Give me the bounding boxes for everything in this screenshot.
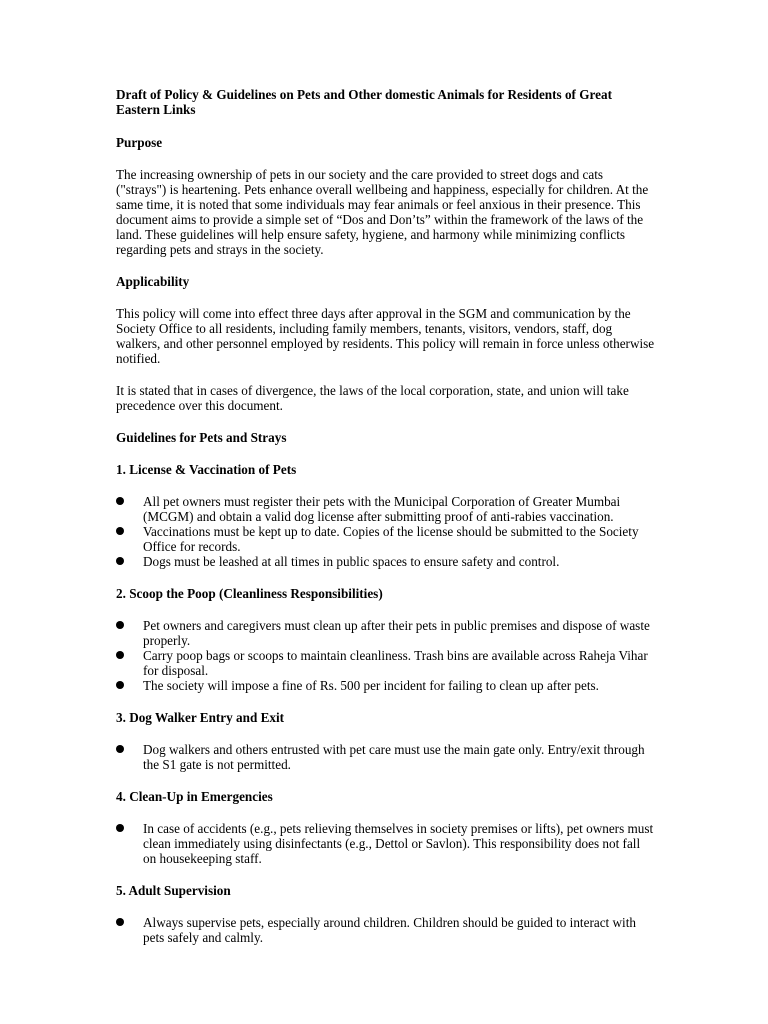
section-heading-dog-walker: 3. Dog Walker Entry and Exit xyxy=(116,710,285,725)
section-list-supervision xyxy=(116,915,656,945)
section-list-license xyxy=(116,494,656,569)
bullet-icon xyxy=(116,824,124,832)
list-item-text: Carry poop bags or scoops to maintain cleanliness. Trash bins are available across Raheja Vihar for disposal. xyxy=(143,648,648,678)
purpose-text: The increasing ownership of pets in our society and the care provided to street dogs and cats ("strays") is heartening. Pets enhance overall wellbeing and happiness, especially for children. At the same time, it is noted that some individuals may fear animals or feel anxious in their presence. This document aims to provide a simple set of “Dos and Don’ts” within the framework of the laws of the land. These guidelines will help ensure safety, hygiene, and harmony while minimizing conflicts regarding pets and strays in the society. xyxy=(116,167,649,257)
list-item-text: Always supervise pets, especially around children. Children should be guided to interact with pets safely and calmly. xyxy=(143,915,636,945)
list-item-text: Pet owners and caregivers must clean up after their pets in public premises and dispose of waste properly. xyxy=(143,618,650,648)
bullet-icon xyxy=(116,681,124,689)
list-item xyxy=(116,524,656,554)
list-item xyxy=(116,742,656,772)
list-item xyxy=(116,554,656,569)
bullet-icon xyxy=(116,621,124,629)
section-list-dog-walker xyxy=(116,742,656,772)
list-item-text: Dogs must be leashed at all times in public spaces to ensure safety and control. xyxy=(143,554,560,569)
list-item xyxy=(116,494,656,524)
section-list-scoop xyxy=(116,618,656,693)
document-title: Draft of Policy & Guidelines on Pets and Other domestic Animals for Residents of Great Eastern Links xyxy=(116,87,612,117)
section-heading-supervision: 5. Adult Supervision xyxy=(116,883,231,898)
list-item xyxy=(116,821,656,866)
list-item xyxy=(116,915,656,945)
list-item-text: In case of accidents (e.g., pets relieving themselves in society premises or lifts), pet owners must clean immediately using disinfectants (e.g., Dettol or Savlon). This responsibility does not fall on housekeeping staff. xyxy=(143,821,654,866)
guidelines-heading: Guidelines for Pets and Strays xyxy=(116,430,287,445)
bullet-icon xyxy=(116,745,124,753)
document-page xyxy=(116,87,656,962)
bullet-icon xyxy=(116,651,124,659)
applicability-heading: Applicability xyxy=(116,274,190,289)
list-item-text: Vaccinations must be kept up to date. Copies of the license should be submitted to the Society Office for records. xyxy=(143,524,639,554)
precedence-text: It is stated that in cases of divergence, the laws of the local corporation, state, and union will take precedence over this document. xyxy=(116,383,629,413)
list-item-text: Dog walkers and others entrusted with pet care must use the main gate only. Entry/exit through the S1 gate is not permitted. xyxy=(143,742,645,772)
purpose-heading: Purpose xyxy=(116,135,163,150)
list-item xyxy=(116,618,656,648)
list-item xyxy=(116,678,656,693)
list-item-text: The society will impose a fine of Rs. 500 per incident for failing to clean up after pets. xyxy=(143,678,599,693)
section-heading-cleanup: 4. Clean-Up in Emergencies xyxy=(116,789,273,804)
section-heading-scoop: 2. Scoop the Poop (Cleanliness Responsibilities) xyxy=(116,586,383,601)
bullet-icon xyxy=(116,557,124,565)
list-item-text: All pet owners must register their pets with the Municipal Corporation of Greater Mumbai (MCGM) and obtain a valid dog license after submitting proof of anti-rabies vaccination. xyxy=(143,494,621,524)
list-item xyxy=(116,648,656,678)
applicability-text: This policy will come into effect three days after approval in the SGM and communication by the Society Office to all residents, including family members, tenants, visitors, vendors, staff, dog walkers, and other personnel employed by residents. This policy will remain in force unless otherwise notified. xyxy=(116,306,655,366)
bullet-icon xyxy=(116,918,124,926)
bullet-icon xyxy=(116,497,124,505)
section-list-cleanup xyxy=(116,821,656,866)
bullet-icon xyxy=(116,527,124,535)
section-heading-license: 1. License & Vaccination of Pets xyxy=(116,462,297,477)
